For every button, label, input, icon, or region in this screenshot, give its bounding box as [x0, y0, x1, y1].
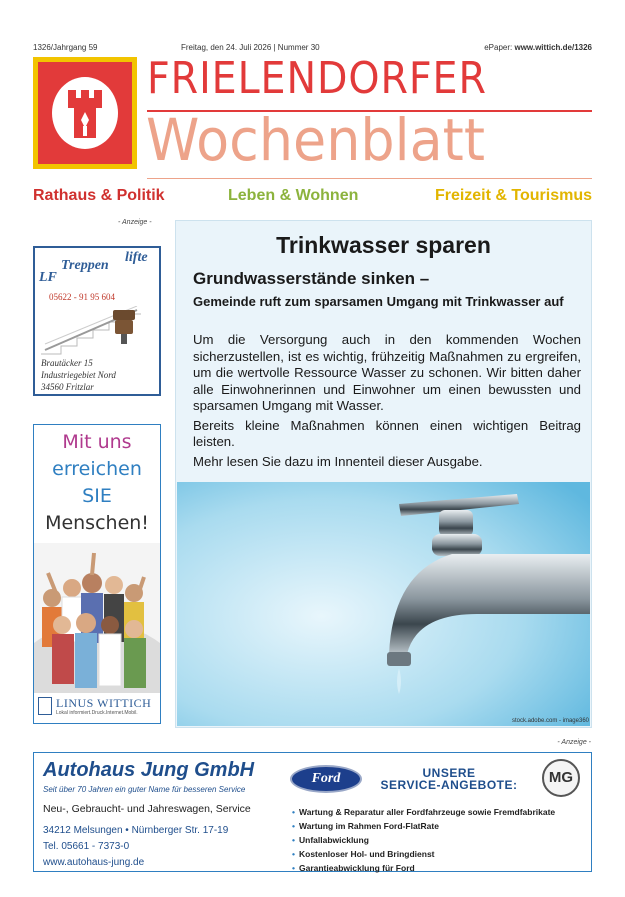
water-tap-photo [177, 482, 590, 726]
section-leben: Leben & Wohnen [228, 187, 359, 204]
coat-of-arms-logo [33, 57, 137, 169]
ad-aj-service-list [292, 805, 555, 875]
article-body [193, 332, 581, 473]
ad-lf-phone: 05622 - 91 95 604 [49, 292, 115, 302]
ad-label: - Anzeige - [118, 219, 152, 226]
ad-lw-tagline: Lokal informiert.Druck.Internet.Mobil. [56, 710, 138, 716]
ad-aj-address: 34212 Melsungen • Nürnberger Str. 17-19 [43, 825, 229, 836]
ad-lf-logo-treppen: Treppen [61, 258, 109, 273]
ad-autohaus-jung[interactable] [33, 752, 592, 872]
masthead-divider-2 [147, 178, 592, 179]
ad-aj-service-title-line: UNSERE [422, 766, 476, 780]
photo-credit: stock.adobe.com - image360 [511, 718, 589, 724]
ad-aj-service-item: • Unfallabwicklung [292, 833, 555, 847]
ad-aj-service-item: • Garantieabwicklung für Ford [292, 861, 555, 875]
article-paragraph: Mehr lesen Sie dazu im Innenteil dieser Ausgabe. [193, 453, 483, 469]
mg-logo: MG [542, 759, 580, 797]
section-rathaus: Rathaus & Politik [33, 187, 165, 204]
ad-aj-service-item: • Wartung im Rahmen Ford-FlatRate [292, 819, 555, 833]
ad-aj-service-title-line: SERVICE-ANGEBOTE: [380, 778, 518, 792]
ad-label: - Anzeige - [557, 739, 591, 746]
ad-lw-line: SIE [82, 485, 112, 507]
issue-number: 1326/Jahrgang 59 [33, 43, 98, 52]
ad-lf-address-line: Brautäcker 15 [41, 358, 93, 368]
article-paragraph: Bereits kleine Maßnahmen können einen wichtigen Beitrag leisten. [193, 417, 581, 449]
ad-aj-web[interactable]: www.autohaus-jung.de [43, 857, 145, 868]
ad-lf-address-line: Industriegebiet Nord [41, 370, 116, 380]
ad-lw-line: Mit uns [62, 431, 132, 453]
ad-lf-address-line: 34560 Fritzlar [41, 382, 94, 392]
tower-icon [38, 62, 132, 164]
ad-lw-brand: LINUS WITTICH [56, 696, 152, 710]
issue-date: Freitag, den 24. Juli 2026 | Nummer 30 [181, 43, 320, 52]
ad-aj-service-item: • Kostenloser Hol- und Bringdienst [292, 847, 555, 861]
ad-linus-wittich[interactable] [33, 424, 161, 724]
linus-wittich-logo-icon [38, 697, 52, 715]
epaper-link[interactable] [484, 43, 592, 52]
epaper-label: ePaper: [484, 43, 513, 52]
section-freizeit: Freizeit & Tourismus [434, 187, 592, 204]
section-bar [33, 187, 592, 207]
ad-aj-slogan: Seit über 70 Jahren ein guter Name für besseren Service [43, 785, 246, 794]
ad-treppenlifte[interactable] [33, 246, 161, 396]
article-subhead: Gemeinde ruft zum sparsamen Umgang mit Trinkwasser auf [193, 294, 564, 309]
article-subtitle: Grundwasserstände sinken – [193, 269, 430, 288]
ad-aj-cars: Neu-, Gebraucht- und Jahreswagen, Service [43, 803, 251, 815]
article-paragraph: Um die Versorgung auch in den kommenden Wochen sicherzustellen, ist es wichtig, frühzeitig Maßnahmen zu ergreifen, um die wertvolle Ressource Wasser zu schonen. Wir bitten daher alle Einwohnerinnen und Einwohner um einen bewussten und sparsamen Umgang mit Wasser. [193, 332, 581, 413]
ford-logo: Ford [290, 765, 362, 793]
ad-aj-name: Autohaus Jung GmbH [43, 759, 255, 781]
masthead-line-2: Wochenblatt [146, 106, 485, 174]
ad-lf-logo-lifte: lifte [125, 250, 148, 265]
stairlift-icon [41, 306, 153, 356]
epaper-url: www.wittich.de/1326 [514, 43, 592, 52]
ad-lw-line: erreichen [52, 458, 142, 480]
ad-aj-service-title [374, 767, 524, 791]
ad-lf-address [41, 357, 116, 393]
ad-aj-tel: Tel. 05661 - 7373-0 [43, 841, 130, 852]
crowd-photo [34, 543, 160, 693]
ad-lf-logo-lf: LF [39, 270, 57, 285]
article-title: Trinkwasser sparen [276, 232, 491, 258]
ad-lw-line: Menschen! [45, 512, 149, 534]
masthead-line-1: FRIELENDORFER [147, 53, 487, 104]
ad-aj-service-item: • Wartung & Reparatur aller Fordfahrzeuge sowie Fremdfabrikate [292, 805, 555, 819]
ad-lw-headline [34, 429, 160, 537]
